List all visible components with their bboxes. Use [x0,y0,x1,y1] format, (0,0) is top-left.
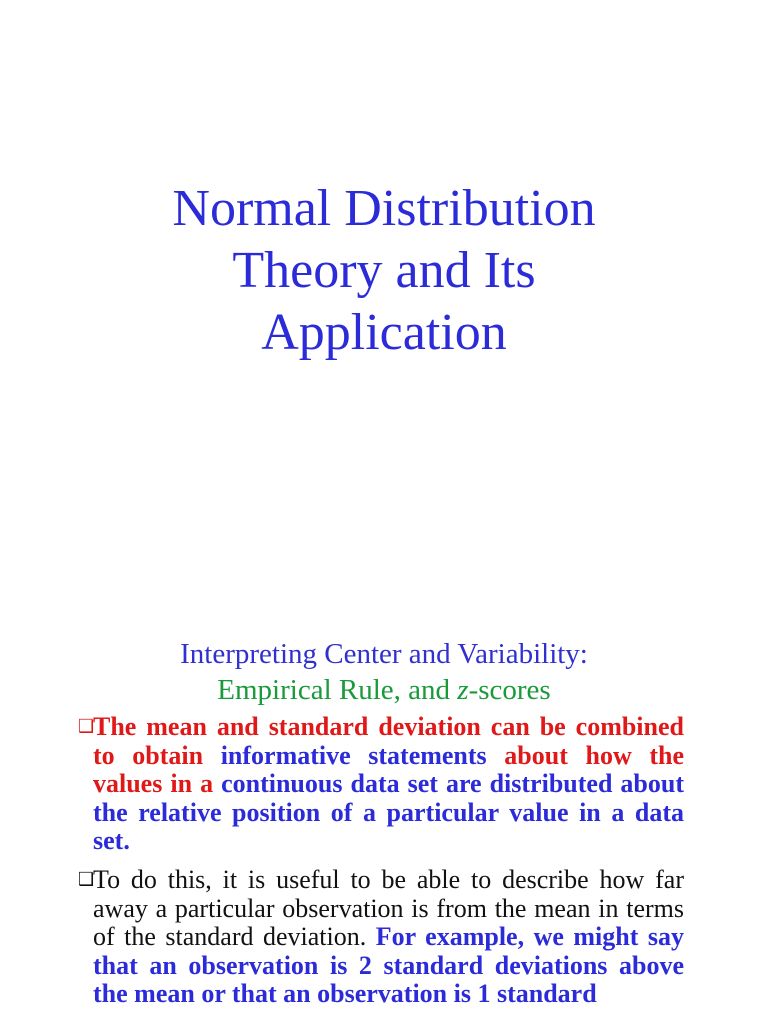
slide-title [0,178,768,364]
bullet-paragraph-2 [78,866,684,1009]
hollow-square-bullet-icon: ❑ [78,869,95,890]
section-heading-line-2 [0,672,768,708]
section-heading [0,636,768,708]
z-italic: z [457,674,469,706]
section-heading-line-2-suffix: -scores [468,674,551,706]
slide-title-line-1: Normal Distribution [172,180,596,237]
bullet-1-red-2: about how the values in a [93,740,684,798]
bullet-2-black: To do this, it is useful to be able to describe how far away a particular observation is from the mean in terms of the standard deviation. [93,865,684,951]
bullet-1-blue-1: informative statements [220,740,505,770]
bullet-paragraph-1 [78,713,684,856]
bullet-1-text [78,713,684,856]
bullet-1-blue-2: continuous data set are distributed about the relative position of a particular value in a data set. [93,769,684,855]
slide-title-line-2: Theory and Its [232,242,536,299]
section-heading-line-2-text: Empirical Rule, and [217,674,458,706]
bullet-2-text [78,866,684,1009]
bullet-1-red-1: The mean and standard deviation can be combined to obtain [93,712,684,770]
bullet-2-blue: For example, we might say that an observation is 2 standard deviations above the mean or that an observation is 1 standard [93,922,684,1008]
section-heading-line-1: Interpreting Center and Variability: [180,638,588,670]
hollow-square-bullet-icon: ❑ [78,716,95,737]
slide-title-line-3: Application [261,304,507,361]
